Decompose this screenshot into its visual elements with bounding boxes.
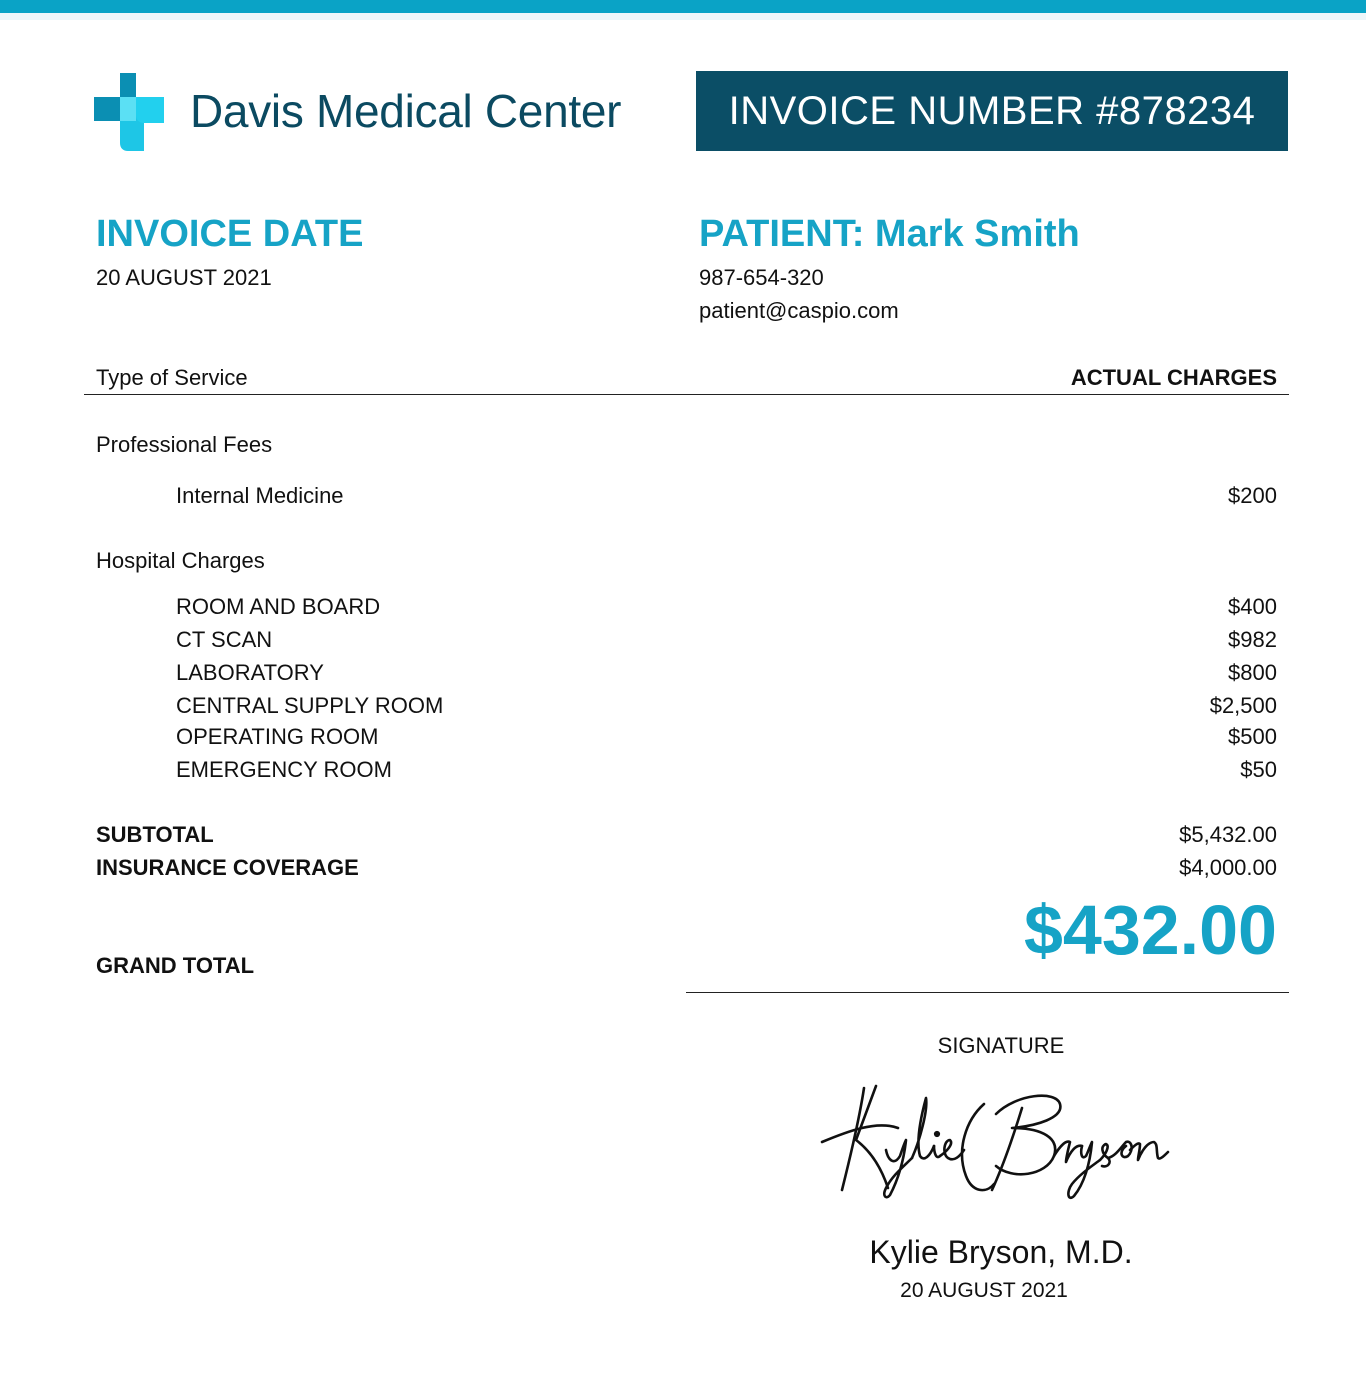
line-item-amount: $400 (1228, 594, 1277, 619)
professional-fees-label: Professional Fees (96, 432, 273, 457)
insurance-label: INSURANCE COVERAGE (96, 855, 359, 880)
line-item-amount: $500 (1228, 724, 1277, 749)
invoice-number: INVOICE NUMBER #878234 (728, 88, 1256, 133)
insurance-amount: $4,000.00 (1179, 855, 1277, 880)
line-item-amount: $2,500 (1209, 693, 1277, 718)
invoice-number-banner (696, 71, 1288, 151)
signature-date: 20 AUGUST 2021 (900, 1279, 1068, 1302)
line-item-name: EMERGENCY ROOM (176, 757, 392, 782)
signer-name: Kylie Bryson, M.D. (869, 1234, 1133, 1270)
header-divider (84, 394, 1289, 395)
line-item-amount: $200 (1228, 483, 1277, 508)
top-accent-bar (0, 0, 1366, 13)
signature-divider (686, 992, 1289, 993)
grand-total-label: GRAND TOTAL (96, 953, 255, 978)
line-item-amount: $800 (1228, 660, 1277, 685)
patient-phone: 987-654-320 (699, 265, 824, 290)
patient-heading: PATIENT: Mark Smith (699, 213, 1080, 255)
line-item-name: LABORATORY (176, 660, 324, 685)
invoice-date-heading: INVOICE DATE (96, 213, 364, 255)
subtotal-label: SUBTOTAL (96, 822, 214, 847)
invoice-date-value: 20 AUGUST 2021 (96, 265, 272, 290)
line-item-name: CT SCAN (176, 627, 273, 652)
line-item-name: ROOM AND BOARD (176, 594, 381, 619)
charges-column-header: ACTUAL CHARGES (1070, 365, 1277, 390)
hospital-charges-label: Hospital Charges (96, 548, 265, 573)
brand-name: Davis Medical Center (190, 85, 622, 137)
medical-cross-icon (94, 73, 166, 151)
line-item-name: OPERATING ROOM (176, 724, 379, 749)
patient-email: patient@caspio.com (699, 298, 899, 323)
line-item-amount: $50 (1240, 757, 1277, 782)
grand-total-amount: $432.00 (1023, 891, 1277, 969)
signature-label: SIGNATURE (937, 1033, 1065, 1058)
subtotal-amount: $5,432.00 (1179, 822, 1277, 847)
line-item-name: Internal Medicine (176, 483, 344, 508)
service-column-header: Type of Service (96, 365, 248, 390)
top-accent-shadow (0, 13, 1366, 20)
handwritten-signature (816, 1080, 1176, 1205)
line-item-amount: $982 (1228, 627, 1277, 652)
line-item-name: CENTRAL SUPPLY ROOM (176, 693, 444, 718)
